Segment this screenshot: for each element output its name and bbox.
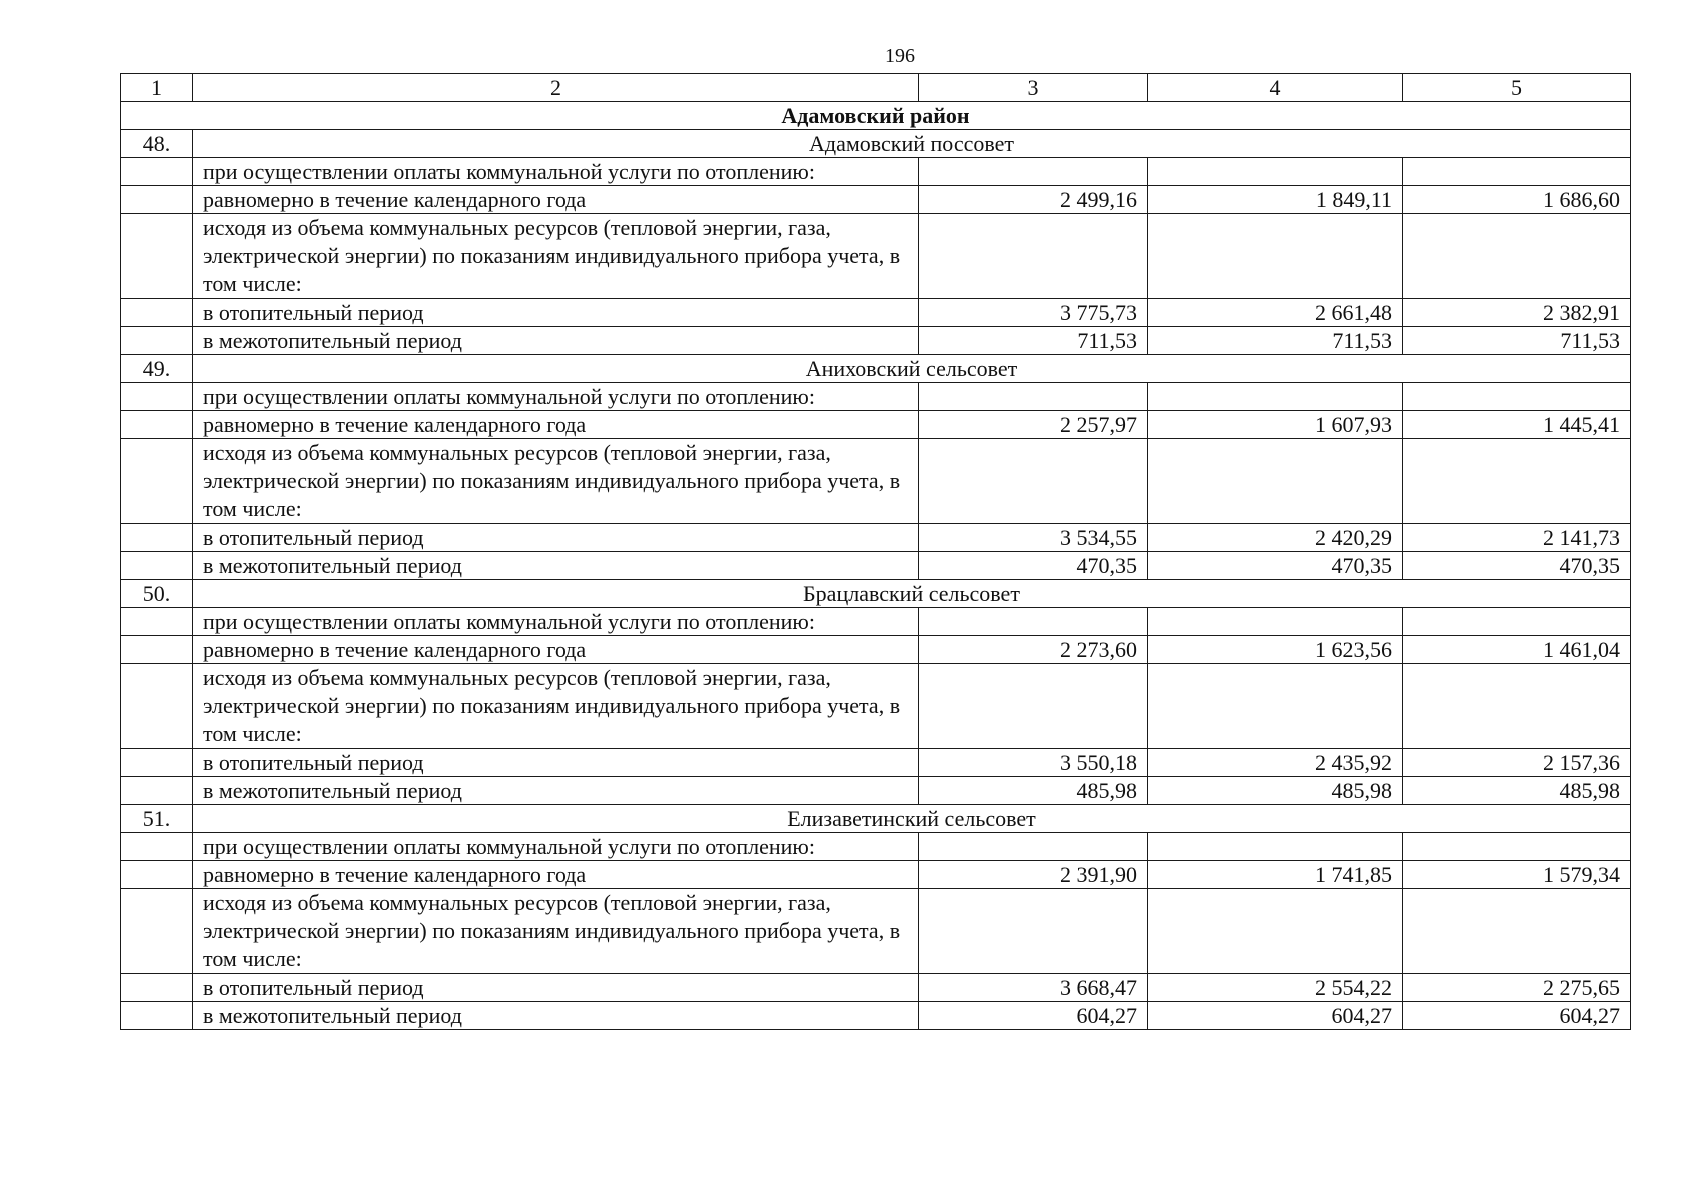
value-col-4: 2 435,92 [1148, 749, 1403, 777]
row-label: равномерно в течение календарного года [193, 636, 919, 664]
row-number-cell [121, 833, 193, 861]
value-col-3 [919, 439, 1148, 524]
value-col-4: 485,98 [1148, 777, 1403, 805]
row-number-cell [121, 214, 193, 299]
row-number-cell [121, 974, 193, 1002]
value-col-3 [919, 608, 1148, 636]
row-label: исходя из объема коммунальных ресурсов (тепловой энергии, газа, электрической энергии) по показаниям индивидуального прибора учета, в том числе: [193, 439, 919, 524]
table-row [121, 664, 1631, 749]
table-row [121, 636, 1631, 664]
row-label: при осуществлении оплаты коммунальной услуги по отоплению: [193, 383, 919, 411]
value-col-5 [1403, 833, 1631, 861]
row-label: равномерно в течение календарного года [193, 861, 919, 889]
value-col-5 [1403, 158, 1631, 186]
column-number-2: 2 [193, 74, 919, 102]
row-label: в межотопительный период [193, 777, 919, 805]
council-name: Брацлавский сельсовет [193, 580, 1631, 608]
value-col-4: 2 661,48 [1148, 299, 1403, 327]
value-col-3: 2 391,90 [919, 861, 1148, 889]
value-col-5 [1403, 889, 1631, 974]
value-col-3 [919, 664, 1148, 749]
row-number-cell [121, 889, 193, 974]
value-col-3 [919, 889, 1148, 974]
council-row [121, 130, 1631, 158]
council-number: 49. [121, 355, 193, 383]
district-row [121, 102, 1631, 130]
row-label: в отопительный период [193, 524, 919, 552]
value-col-3: 604,27 [919, 1002, 1148, 1030]
value-col-3 [919, 383, 1148, 411]
value-col-5: 485,98 [1403, 777, 1631, 805]
value-col-3 [919, 214, 1148, 299]
table-row [121, 186, 1631, 214]
row-label: в отопительный период [193, 749, 919, 777]
council-row [121, 805, 1631, 833]
council-number: 50. [121, 580, 193, 608]
table-row [121, 411, 1631, 439]
value-col-5: 1 579,34 [1403, 861, 1631, 889]
value-col-4: 604,27 [1148, 1002, 1403, 1030]
table-row [121, 327, 1631, 355]
value-col-5: 2 157,36 [1403, 749, 1631, 777]
table-body [121, 74, 1631, 1030]
value-col-5 [1403, 608, 1631, 636]
value-col-5: 711,53 [1403, 327, 1631, 355]
row-number-cell [121, 186, 193, 214]
row-number-cell [121, 636, 193, 664]
value-col-5: 2 382,91 [1403, 299, 1631, 327]
value-col-5: 2 141,73 [1403, 524, 1631, 552]
value-col-5: 1 445,41 [1403, 411, 1631, 439]
table-row [121, 861, 1631, 889]
value-col-3 [919, 158, 1148, 186]
column-number-3: 3 [919, 74, 1148, 102]
value-col-5: 604,27 [1403, 1002, 1631, 1030]
row-label: при осуществлении оплаты коммунальной услуги по отоплению: [193, 158, 919, 186]
value-col-4: 1 607,93 [1148, 411, 1403, 439]
value-col-3: 3 550,18 [919, 749, 1148, 777]
value-col-5 [1403, 439, 1631, 524]
table-row [121, 524, 1631, 552]
value-col-4: 2 554,22 [1148, 974, 1403, 1002]
row-number-cell [121, 861, 193, 889]
row-number-cell [121, 383, 193, 411]
table-row [121, 833, 1631, 861]
value-col-3: 2 273,60 [919, 636, 1148, 664]
row-label: при осуществлении оплаты коммунальной услуги по отоплению: [193, 608, 919, 636]
value-col-5 [1403, 664, 1631, 749]
row-label: в межотопительный период [193, 1002, 919, 1030]
value-col-4 [1148, 214, 1403, 299]
value-col-4 [1148, 664, 1403, 749]
value-col-4: 1 741,85 [1148, 861, 1403, 889]
value-col-5: 1 461,04 [1403, 636, 1631, 664]
value-col-5 [1403, 383, 1631, 411]
row-number-cell [121, 1002, 193, 1030]
value-col-3: 3 534,55 [919, 524, 1148, 552]
value-col-4: 470,35 [1148, 552, 1403, 580]
row-number-cell [121, 524, 193, 552]
value-col-5 [1403, 214, 1631, 299]
row-label: исходя из объема коммунальных ресурсов (тепловой энергии, газа, электрической энергии) по показаниям индивидуального прибора учета, в том числе: [193, 664, 919, 749]
council-name: Аниховский сельсовет [193, 355, 1631, 383]
tariff-table [120, 73, 1631, 1030]
value-col-3: 711,53 [919, 327, 1148, 355]
council-name: Адамовский поссовет [193, 130, 1631, 158]
row-number-cell [121, 158, 193, 186]
value-col-4: 2 420,29 [1148, 524, 1403, 552]
table-row [121, 889, 1631, 974]
row-number-cell [121, 777, 193, 805]
row-number-cell [121, 411, 193, 439]
row-number-cell [121, 608, 193, 636]
value-col-4 [1148, 158, 1403, 186]
row-label: в отопительный период [193, 974, 919, 1002]
value-col-4: 1 623,56 [1148, 636, 1403, 664]
value-col-3: 2 499,16 [919, 186, 1148, 214]
value-col-3: 485,98 [919, 777, 1148, 805]
table-row [121, 608, 1631, 636]
table-row [121, 777, 1631, 805]
value-col-4 [1148, 383, 1403, 411]
row-number-cell [121, 327, 193, 355]
table-row [121, 214, 1631, 299]
column-number-5: 5 [1403, 74, 1631, 102]
table-row [121, 1002, 1631, 1030]
value-col-5: 2 275,65 [1403, 974, 1631, 1002]
value-col-5: 470,35 [1403, 552, 1631, 580]
row-number-cell [121, 552, 193, 580]
table-row [121, 552, 1631, 580]
row-number-cell [121, 664, 193, 749]
row-label: исходя из объема коммунальных ресурсов (тепловой энергии, газа, электрической энергии) по показаниям индивидуального прибора учета, в том числе: [193, 214, 919, 299]
column-number-4: 4 [1148, 74, 1403, 102]
district-name: Адамовский район [121, 102, 1631, 130]
value-col-5: 1 686,60 [1403, 186, 1631, 214]
value-col-3: 3 668,47 [919, 974, 1148, 1002]
row-label: при осуществлении оплаты коммунальной услуги по отоплению: [193, 833, 919, 861]
row-number-cell [121, 749, 193, 777]
row-label: исходя из объема коммунальных ресурсов (тепловой энергии, газа, электрической энергии) по показаниям индивидуального прибора учета, в том числе: [193, 889, 919, 974]
table-row [121, 158, 1631, 186]
column-number-1: 1 [121, 74, 193, 102]
council-name: Елизаветинский сельсовет [193, 805, 1631, 833]
value-col-4 [1148, 889, 1403, 974]
table-row [121, 974, 1631, 1002]
council-number: 51. [121, 805, 193, 833]
council-row [121, 355, 1631, 383]
column-number-row [121, 74, 1631, 102]
value-col-4 [1148, 608, 1403, 636]
council-number: 48. [121, 130, 193, 158]
value-col-3: 470,35 [919, 552, 1148, 580]
row-label: равномерно в течение календарного года [193, 411, 919, 439]
row-label: равномерно в течение календарного года [193, 186, 919, 214]
value-col-3 [919, 833, 1148, 861]
row-label: в межотопительный период [193, 552, 919, 580]
table-row [121, 299, 1631, 327]
row-label: в межотопительный период [193, 327, 919, 355]
value-col-3: 2 257,97 [919, 411, 1148, 439]
table-row [121, 439, 1631, 524]
value-col-3: 3 775,73 [919, 299, 1148, 327]
value-col-4: 1 849,11 [1148, 186, 1403, 214]
row-label: в отопительный период [193, 299, 919, 327]
table-row [121, 749, 1631, 777]
row-number-cell [121, 299, 193, 327]
table-row [121, 383, 1631, 411]
council-row [121, 580, 1631, 608]
row-number-cell [121, 439, 193, 524]
value-col-4 [1148, 439, 1403, 524]
page-number: 196 [885, 45, 915, 67]
value-col-4 [1148, 833, 1403, 861]
value-col-4: 711,53 [1148, 327, 1403, 355]
